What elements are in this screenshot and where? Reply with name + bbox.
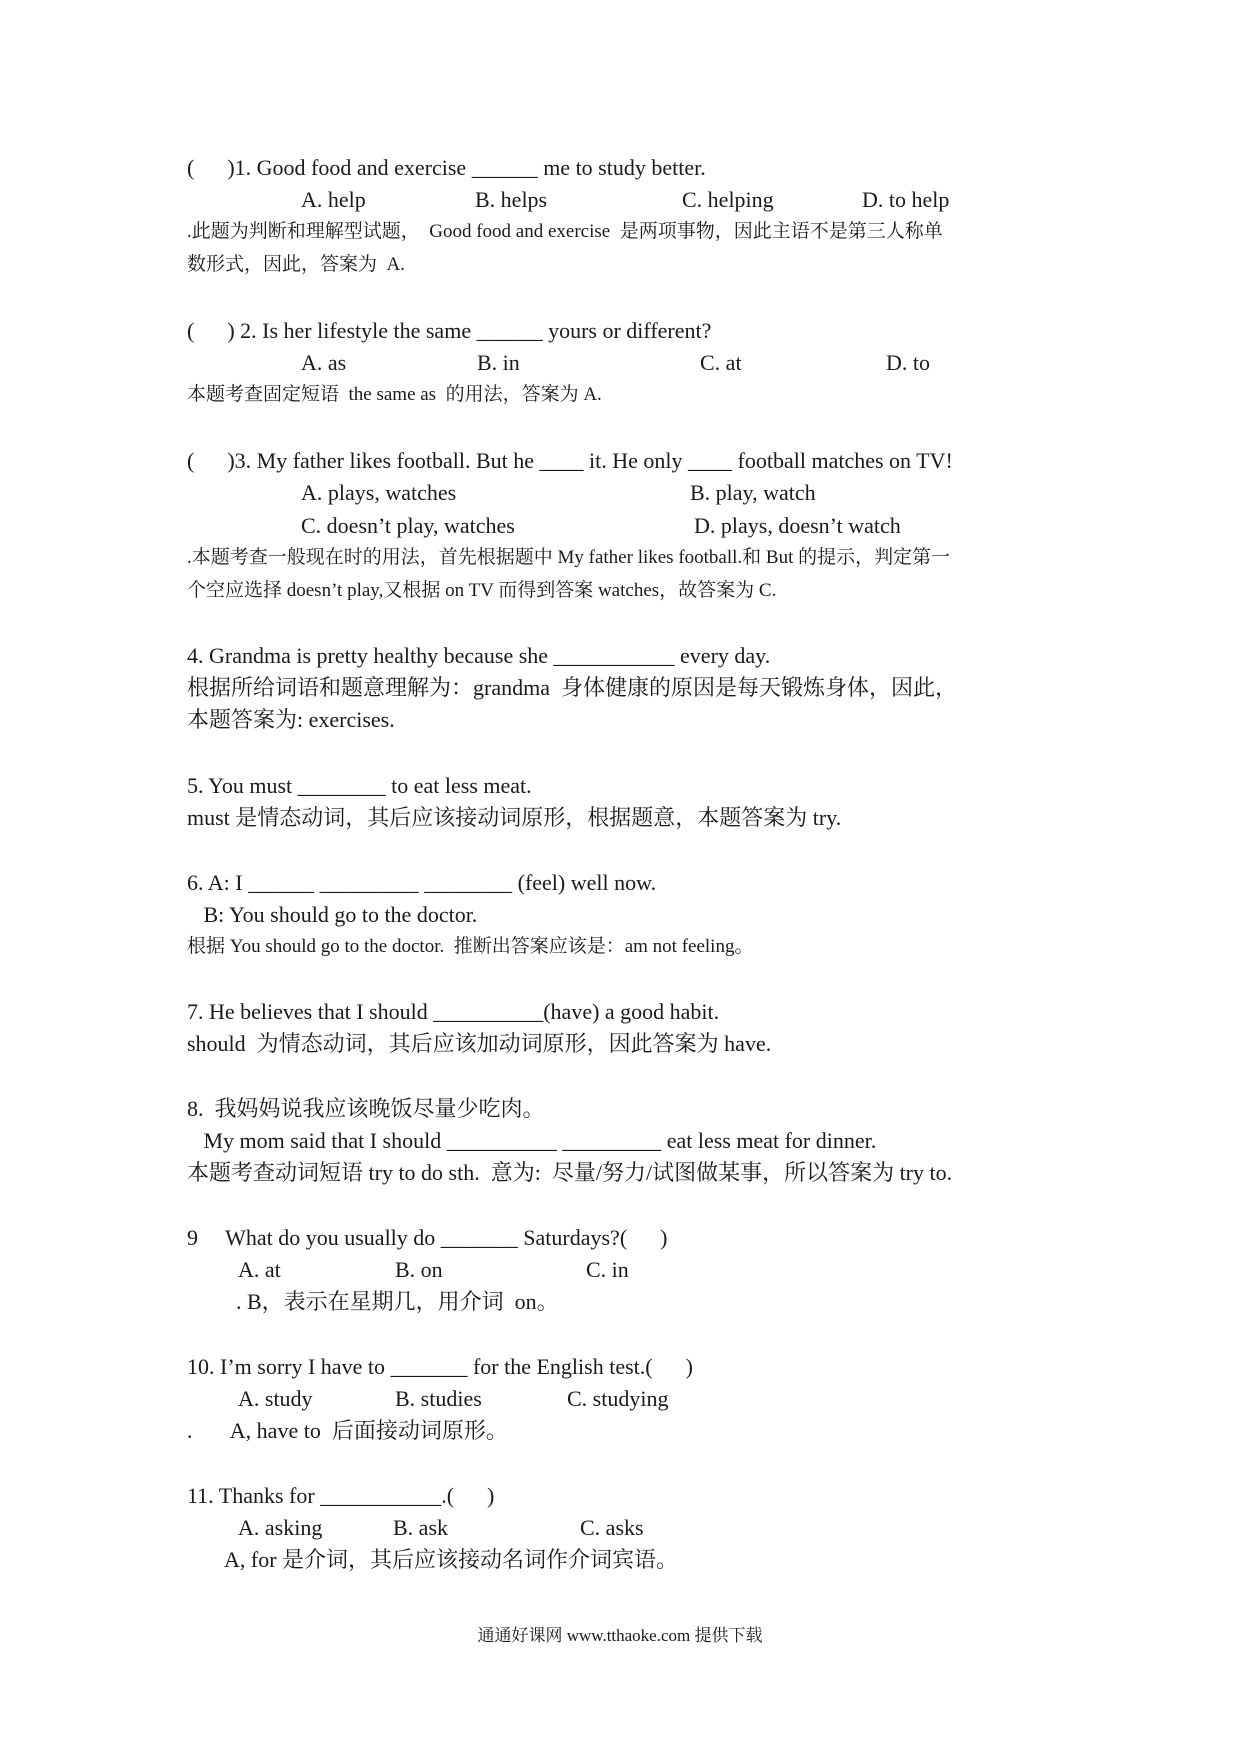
q3-option-c: C. doesn’t play, watches [301, 513, 515, 538]
q2-option-b: B. in [477, 350, 520, 375]
q1-stem: ( )1. Good food and exercise ______ me to study better. [187, 155, 706, 180]
q10-explanation: . A, have to 后面接动词原形。 [187, 1418, 508, 1443]
q8-explanation: 本题考查动词短语 try to do sth. 意为: 尽量/努力/试图做某事，所以答案为 try to. [187, 1160, 953, 1185]
q5-explanation: must 是情态动词，其后应该接动词原形，根据题意，本题答案为 try. [187, 805, 842, 830]
q11-stem: 11. Thanks for ___________.( ) [187, 1483, 495, 1508]
q2-option-a: A. as [301, 350, 347, 375]
q8-sentence: My mom said that I should __________ _________ eat less meat for dinner. [187, 1128, 877, 1153]
q8-stem: 8. 我妈妈说我应该晚饭尽量少吃肉。 [187, 1096, 545, 1121]
q1-option-b: B. helps [475, 187, 548, 212]
q3-option-a: A. plays, watches [301, 480, 457, 505]
q6-dialogue-b: B: You should go to the doctor. [187, 902, 478, 927]
q9-option-a: A. at [238, 1257, 281, 1282]
page-footer: 通通好课网 www.tthaoke.com 提供下载 [477, 1626, 763, 1645]
q4-explanation-line-1: 根据所给词语和题意理解为：grandma 身体健康的原因是每天锻炼身体，因此， [187, 675, 957, 700]
q9-option-c: C. in [586, 1257, 629, 1282]
q9-stem: 9 What do you usually do _______ Saturdays?( ) [187, 1225, 668, 1250]
q7-stem: 7. He believes that I should __________(have) a good habit. [187, 999, 720, 1024]
q4-explanation-line-2: 本题答案为: exercises. [187, 707, 395, 732]
q11-option-a: A. asking [238, 1515, 323, 1540]
q10-stem: 10. I’m sorry I have to _______ for the English test.( ) [187, 1354, 693, 1379]
q1-option-c: C. helping [682, 187, 774, 212]
q4-stem: 4. Grandma is pretty healthy because she ___________ every day. [187, 643, 771, 668]
q1-option-d: D. to help [862, 187, 950, 212]
q7-explanation: should 为情态动词，其后应该加动词原形，因此答案为 have. [187, 1031, 772, 1056]
q1-explanation-line-2: 数形式，因此，答案为 A. [187, 254, 405, 275]
q2-option-d: D. to [886, 350, 930, 375]
q10-option-c: C. studying [567, 1386, 669, 1411]
q2-option-c: C. at [700, 350, 742, 375]
q1-explanation-line-1: .此题为判断和理解型试题， Good food and exercise 是两项事物，因此主语不是第三人称单 [187, 221, 943, 242]
q2-stem: ( ) 2. Is her lifestyle the same ______ yours or different? [187, 318, 712, 343]
q11-option-b: B. ask [393, 1515, 448, 1540]
q3-stem: ( )3. My father likes football. But he ____ it. He only ____ football matches on TV! [187, 448, 953, 473]
q11-explanation: A, for 是介词，其后应该接动名词作介词宾语。 [224, 1547, 679, 1572]
q3-explanation-line-2: 个空应选择 doesn’t play,又根据 on TV 而得到答案 watches，故答案为 C. [187, 580, 777, 601]
q6-stem: 6. A: I ______ _________ ________ (feel) well now. [187, 870, 657, 895]
q10-option-a: A. study [238, 1386, 313, 1411]
q9-explanation: . B，表示在星期几，用介词 on。 [236, 1289, 559, 1314]
q3-option-d: D. plays, doesn’t watch [694, 513, 901, 538]
q2-explanation: 本题考查固定短语 the same as 的用法，答案为 A. [187, 384, 602, 405]
q10-option-b: B. studies [395, 1386, 482, 1411]
q6-explanation: 根据 You should go to the doctor. 推断出答案应该是：am not feeling。 [187, 936, 754, 957]
q1-option-a: A. help [301, 187, 366, 212]
q9-option-b: B. on [395, 1257, 443, 1282]
q3-explanation-line-1: .本题考查一般现在时的用法，首先根据题中 My father likes football.和 But 的提示，判定第一 [187, 547, 951, 568]
q11-option-c: C. asks [580, 1515, 644, 1540]
q3-option-b: B. play, watch [690, 480, 816, 505]
q5-stem: 5. You must ________ to eat less meat. [187, 773, 532, 798]
